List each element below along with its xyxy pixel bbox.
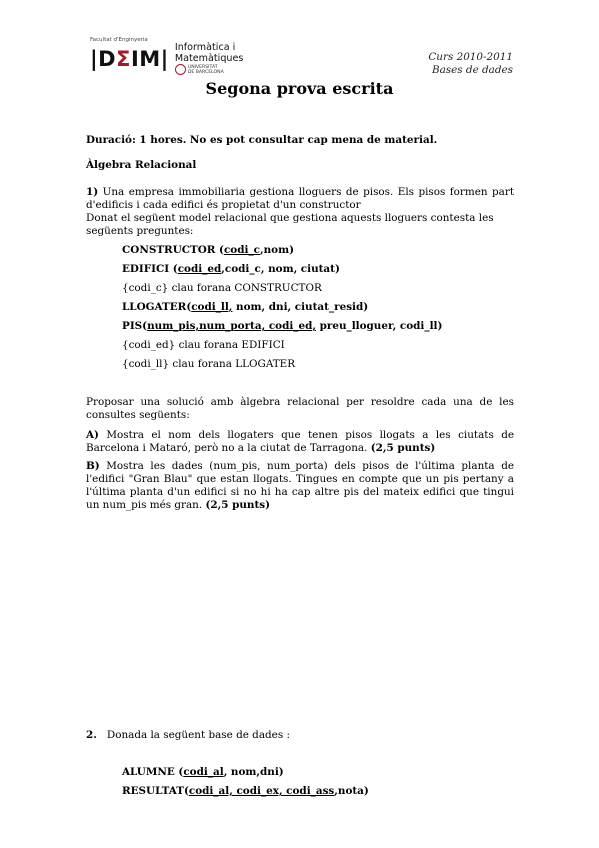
foreign-key-edifici: {codi_ed} clau forana EDIFICI <box>122 339 285 351</box>
primary-key: codi_al, codi_ex, codi_ass <box>188 785 335 797</box>
relation-attrs: ,codi_c, nom, ciutat) <box>221 263 340 275</box>
q2-intro <box>86 729 290 742</box>
course-info <box>428 51 513 77</box>
relation-name: LLOGATER( <box>122 301 192 313</box>
foreign-key-constructor: {codi_c} clau forana CONSTRUCTOR <box>122 282 322 294</box>
question-b-points: (2,5 punts) <box>205 499 271 511</box>
logo-name-line2: Matemàtiques <box>174 52 244 64</box>
course-year: Curs 2010-2011 <box>428 51 513 63</box>
relation-name: PIS( <box>122 320 148 332</box>
q1-intro <box>86 186 514 212</box>
q1-number: 1) <box>86 186 99 198</box>
primary-key: codi_al <box>183 766 224 778</box>
relation-llogater <box>122 301 368 314</box>
relation-attrs: preu_lloguer, codi_ll) <box>315 320 443 332</box>
duration-note: Duració: 1 hores. No es pot consultar cap mena de material. <box>86 134 438 146</box>
logo-mark <box>90 48 169 70</box>
question-a <box>86 429 514 455</box>
question-a-text: Mostra el nom dels llogaters que tenen pisos llogats a les ciutats de Barcelona i Mataró, però no a la ciutat de Tarragona. <box>86 429 514 454</box>
logo-name-line1: Informàtica i <box>174 42 236 53</box>
primary-key: num_pis,num_porta, codi_ed, <box>147 320 316 332</box>
course-subject: Bases de dades <box>431 64 513 76</box>
question-b-label: B) <box>86 460 100 472</box>
logo-mark-left: |D <box>90 47 117 71</box>
foreign-key-llogater: {codi_ll} clau forana LLOGATER <box>122 358 296 370</box>
question-b-text: Mostra les dades (num_pis, num_porta) dels pisos de l'última planta de l'edifici "Gran Blau" que estan llogats. Tingues en compte que un pis pertany a l'última planta d'un edifici si no hi ha cap altre pis del mateix edifici que tingui un num_pis més gran. <box>86 460 514 511</box>
logo-mark-sigma: Σ <box>116 47 131 71</box>
relation-name: ALUMNE ( <box>122 766 184 778</box>
question-a-label: A) <box>86 429 99 441</box>
relation-pis <box>122 320 442 333</box>
question-b <box>86 460 514 512</box>
logo-ub-line2: DE BARCELONA <box>187 69 224 75</box>
question-a-points: (2,5 punts) <box>370 442 436 454</box>
q2-intro-text: Donada la següent base de dades : <box>106 729 290 741</box>
relation-name: EDIFICI ( <box>122 263 178 275</box>
q1-intro-2: Donat el següent model relacional que gestiona aquests lloguers contesta les següents preguntes: <box>86 212 494 237</box>
proposal-text: Proposar una solució amb àlgebra relacional per resoldre cada una de les consultes següents: <box>86 396 514 421</box>
primary-key: codi_ll, <box>191 301 233 313</box>
logo-ub-line1: UNIVERSITAT <box>187 64 218 70</box>
relation-attrs: nom, dni, ciutat_resid) <box>232 301 369 313</box>
primary-key: codi_ed <box>177 263 222 275</box>
relation-resultat <box>122 785 369 798</box>
relation-name: RESULTAT( <box>122 785 189 797</box>
q2-number: 2. <box>86 729 97 741</box>
relation-constructor <box>122 244 294 257</box>
section-heading: Àlgebra Relacional <box>86 159 197 171</box>
ub-emblem-icon <box>175 64 186 75</box>
relation-attrs: ,nom) <box>259 244 294 256</box>
relation-alumne <box>122 766 284 779</box>
faculty-logo <box>90 37 243 75</box>
relation-attrs: , nom,dni) <box>223 766 284 778</box>
q1-intro-text: Una empresa immobiliaria gestiona lloguers de pisos. Els pisos formen part d'edificis i cada edifici és propietat d'un constructor <box>86 186 514 211</box>
logo-mark-right: IM| <box>130 47 169 71</box>
logo-faculty-caption: Facultat d'Enginyeria <box>90 37 148 43</box>
page-title: Segona prova escrita <box>205 79 394 98</box>
primary-key: codi_c <box>223 244 260 256</box>
relation-name: CONSTRUCTOR ( <box>122 244 224 256</box>
relation-attrs: ,nota) <box>334 785 369 797</box>
relation-edifici <box>122 263 340 276</box>
